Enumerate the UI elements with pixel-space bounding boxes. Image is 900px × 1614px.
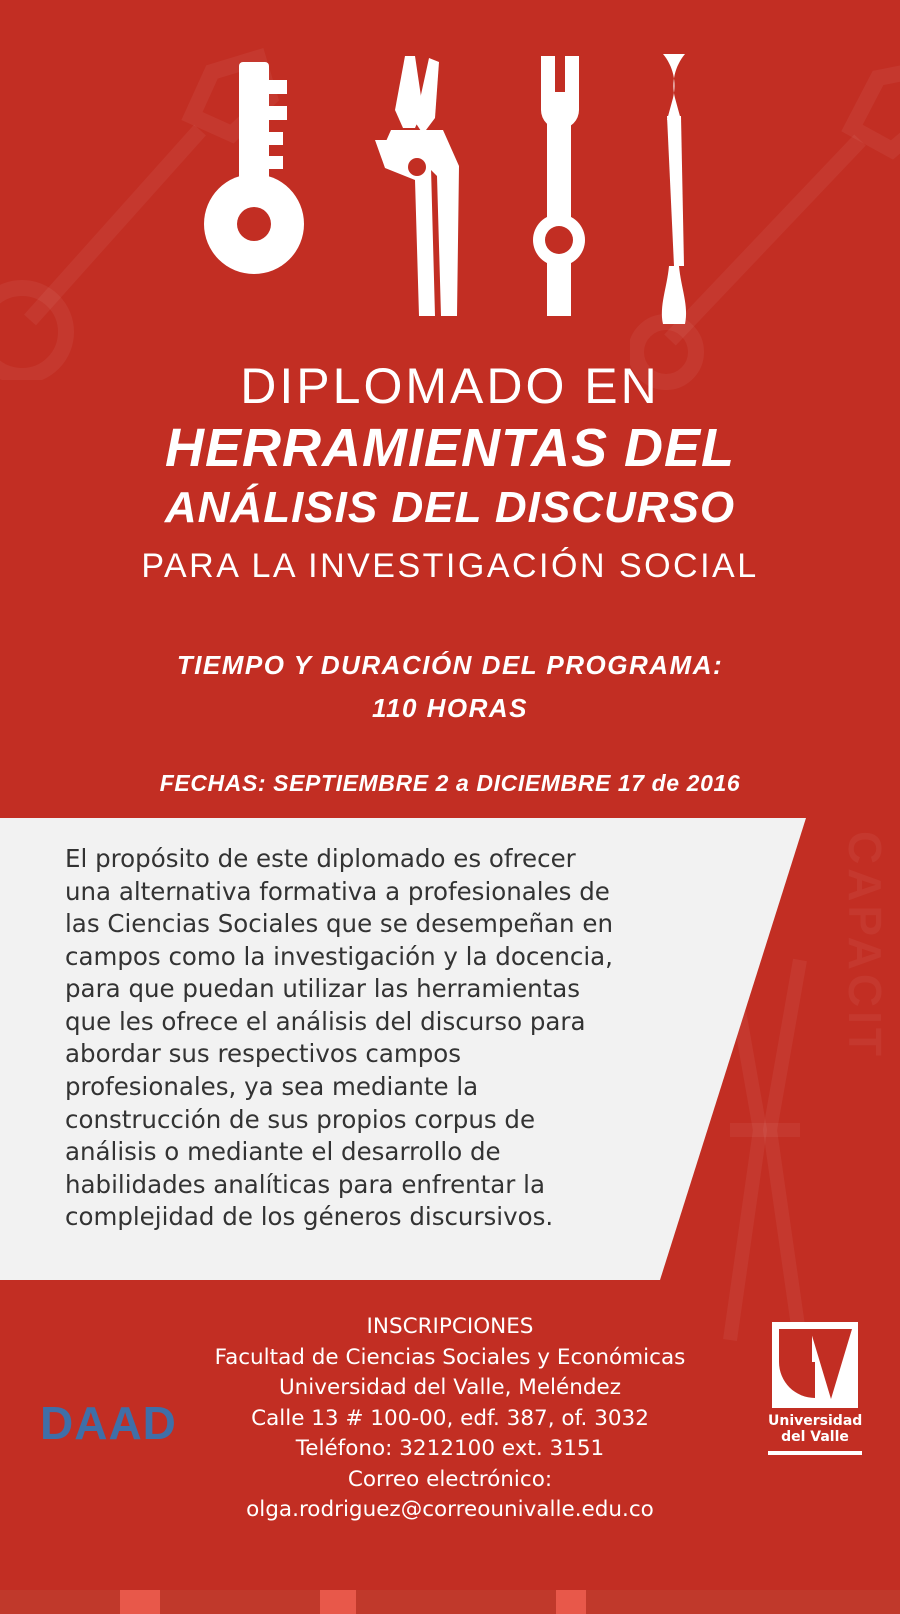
duration-label: TIEMPO Y DURACIÓN DEL PROGRAMA: [176, 650, 724, 680]
title-line-2: HERRAMIENTAS DEL [164, 418, 735, 478]
contact-email[interactable]: olga.rodriguez@correounivalle.edu.co [246, 1497, 654, 1523]
tool-icons-row [0, 52, 900, 342]
wrench-icon [519, 52, 599, 322]
univalle-name-line-2: del Valle [781, 1429, 849, 1446]
duration-value: 110 HORAS [371, 693, 529, 723]
dental-pick-icon [645, 52, 701, 326]
contact-campus: Universidad del Valle, Meléndez [278, 1375, 622, 1401]
title-line-3: ANÁLISIS DEL DISCURSO [164, 483, 736, 533]
stripe-segment [120, 1590, 160, 1614]
univalle-name-line-1: Universidad [768, 1413, 863, 1429]
contact-heading: INSCRIPCIONES [366, 1314, 534, 1339]
contact-faculty: Facultad de Ciencias Sociales y Económicas [214, 1344, 686, 1370]
univalle-mark-icon [772, 1322, 858, 1408]
univalle-rule [768, 1451, 862, 1455]
bottom-stripe [0, 1590, 900, 1614]
stripe-segment [586, 1590, 900, 1614]
program-dates: FECHAS: SEPTIEMBRE 2 a DICIEMBRE 17 de 2016 [159, 770, 741, 796]
pliers-icon [361, 52, 473, 320]
stripe-segment [356, 1590, 556, 1614]
stripe-segment [0, 1590, 120, 1614]
program-duration [0, 650, 900, 724]
title-line-1: DIPLOMADO EN [240, 358, 660, 414]
key-icon [199, 52, 315, 282]
stripe-segment [556, 1590, 586, 1614]
univalle-logo [768, 1322, 862, 1455]
stripe-segment [320, 1590, 356, 1614]
title-block [0, 358, 900, 588]
title-line-4: PARA LA INVESTIGACIÓN SOCIAL [141, 547, 759, 586]
univalle-name [768, 1413, 862, 1445]
watermark-text: CAPACIT [839, 830, 891, 1060]
contact-address: Calle 13 # 100-00, edf. 387, of. 3032 [251, 1405, 649, 1431]
contact-email-label: Correo electrónico: [347, 1466, 553, 1492]
contact-phone: Teléfono: 3212100 ext. 3151 [295, 1436, 605, 1462]
description-text: El propósito de este diplomado es ofrecer una alternativa formativa a profesionales de las Ciencias Sociales que se desempeñan en campos como la investigación y la docencia, para que puedan utilizar las herramientas que les ofrece el análisis del discurso para abordar sus respectivos campos profesionales, ya sea mediante la construcción de sus propios corpus de análisis o mediante el desarrollo de habilidades analíticas para enfrentar la complejidad de los géneros discursivos. [65, 844, 613, 1232]
daad-logo: DAAD [40, 1397, 177, 1449]
stripe-segment [160, 1590, 320, 1614]
